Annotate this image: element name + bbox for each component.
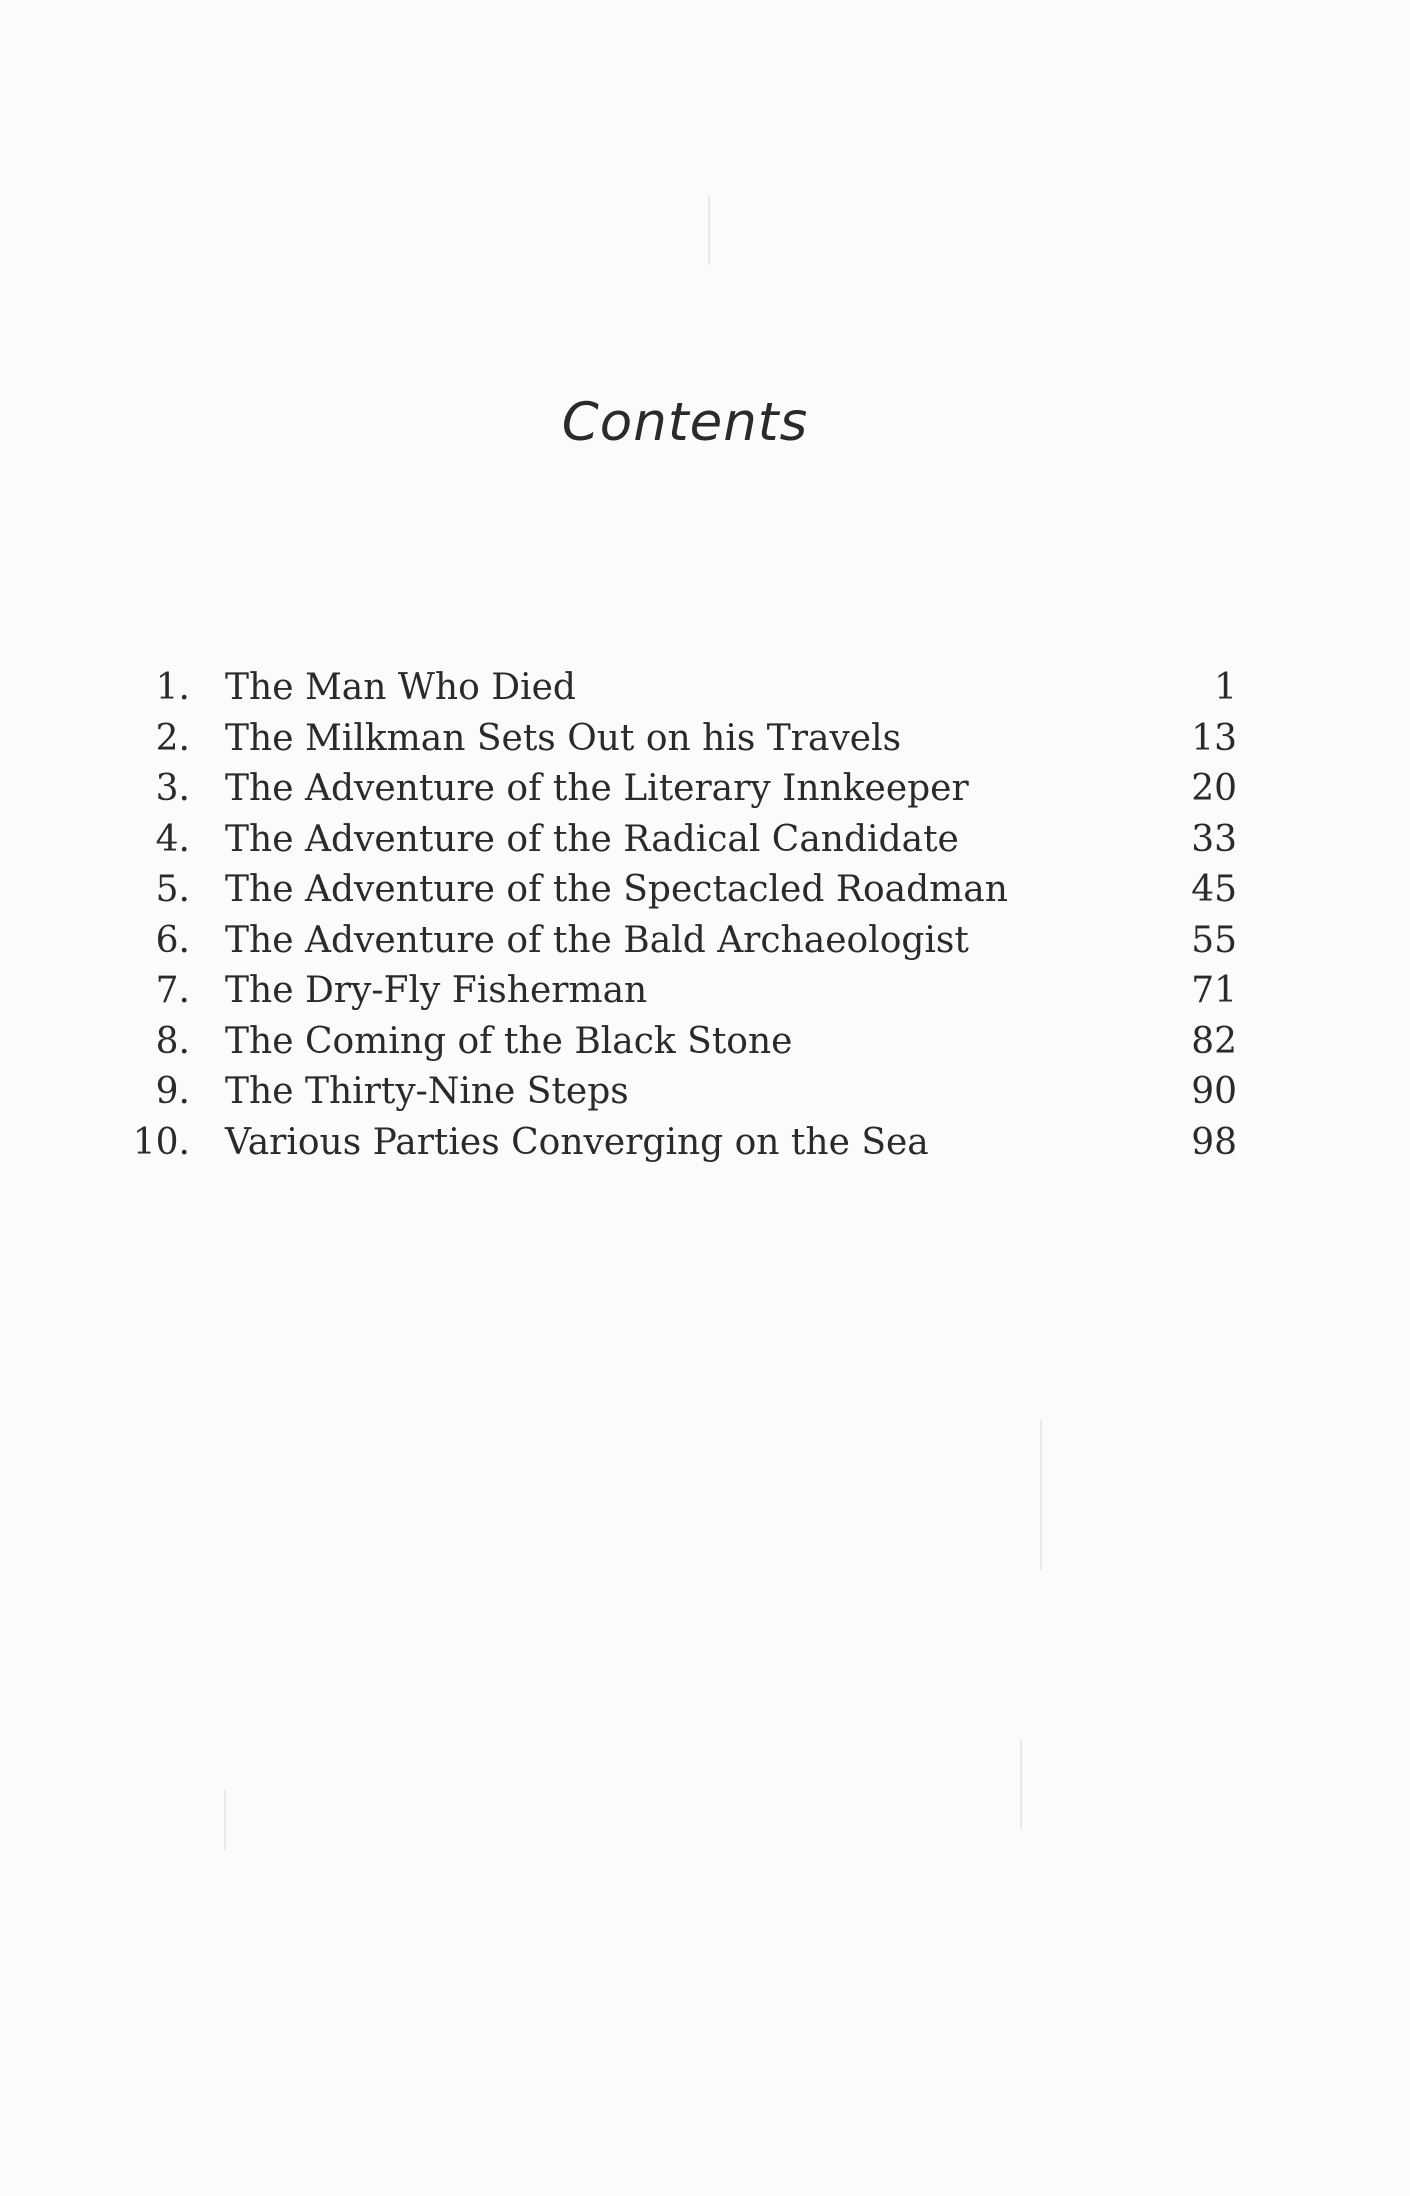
toc-entry xyxy=(0,663,1410,714)
chapter-title: Various Parties Converging on the Sea xyxy=(225,1121,929,1163)
page-number: 55 xyxy=(1191,919,1237,961)
page-number: 82 xyxy=(1191,1020,1237,1062)
page-number: 98 xyxy=(1191,1121,1237,1163)
page-number: 90 xyxy=(1191,1071,1237,1112)
toc-entry xyxy=(0,764,1410,815)
scan-artifact xyxy=(708,195,710,265)
chapter-title: The Adventure of the Bald Archaeologist xyxy=(225,919,969,961)
chapter-number: 1. xyxy=(155,667,190,708)
toc-entry xyxy=(0,916,1410,967)
chapter-number: 7. xyxy=(155,970,190,1011)
table-of-contents xyxy=(0,663,1410,1168)
page-number: 20 xyxy=(1191,768,1237,809)
chapter-number: 6. xyxy=(155,919,190,961)
chapter-number: 9. xyxy=(155,1071,190,1112)
toc-entry xyxy=(0,815,1410,866)
chapter-number: 4. xyxy=(155,818,190,860)
page-number: 13 xyxy=(1191,717,1237,759)
page-title: Contents xyxy=(561,392,809,453)
chapter-title: The Milkman Sets Out on his Travels xyxy=(225,717,902,759)
chapter-title: The Adventure of the Radical Candidate xyxy=(225,818,959,860)
scan-artifact xyxy=(224,1790,226,1850)
scan-artifact xyxy=(1020,1740,1022,1830)
chapter-title: The Adventure of the Spectacled Roadman xyxy=(225,869,1008,910)
chapter-title: The Dry-Fly Fisherman xyxy=(225,970,648,1011)
page-number: 33 xyxy=(1191,818,1237,860)
chapter-number: 10. xyxy=(132,1121,190,1163)
page-number: 45 xyxy=(1191,869,1237,910)
toc-entry xyxy=(0,1017,1410,1068)
toc-entry xyxy=(0,966,1410,1017)
chapter-number: 2. xyxy=(155,717,190,759)
page-number: 71 xyxy=(1191,970,1237,1011)
chapter-title: The Man Who Died xyxy=(225,667,576,708)
chapter-number: 3. xyxy=(155,768,190,809)
chapter-title: The Thirty-Nine Steps xyxy=(225,1071,629,1112)
toc-entry xyxy=(0,865,1410,916)
toc-entry xyxy=(0,1118,1410,1169)
toc-entry xyxy=(0,1067,1410,1118)
toc-entry xyxy=(0,714,1410,765)
scan-artifact xyxy=(1040,1420,1042,1570)
page-number: 1 xyxy=(1214,667,1237,708)
chapter-title: The Coming of the Black Stone xyxy=(225,1020,793,1062)
chapter-title: The Adventure of the Literary Innkeeper xyxy=(225,768,969,809)
chapter-number: 5. xyxy=(155,869,190,910)
chapter-number: 8. xyxy=(155,1020,190,1062)
